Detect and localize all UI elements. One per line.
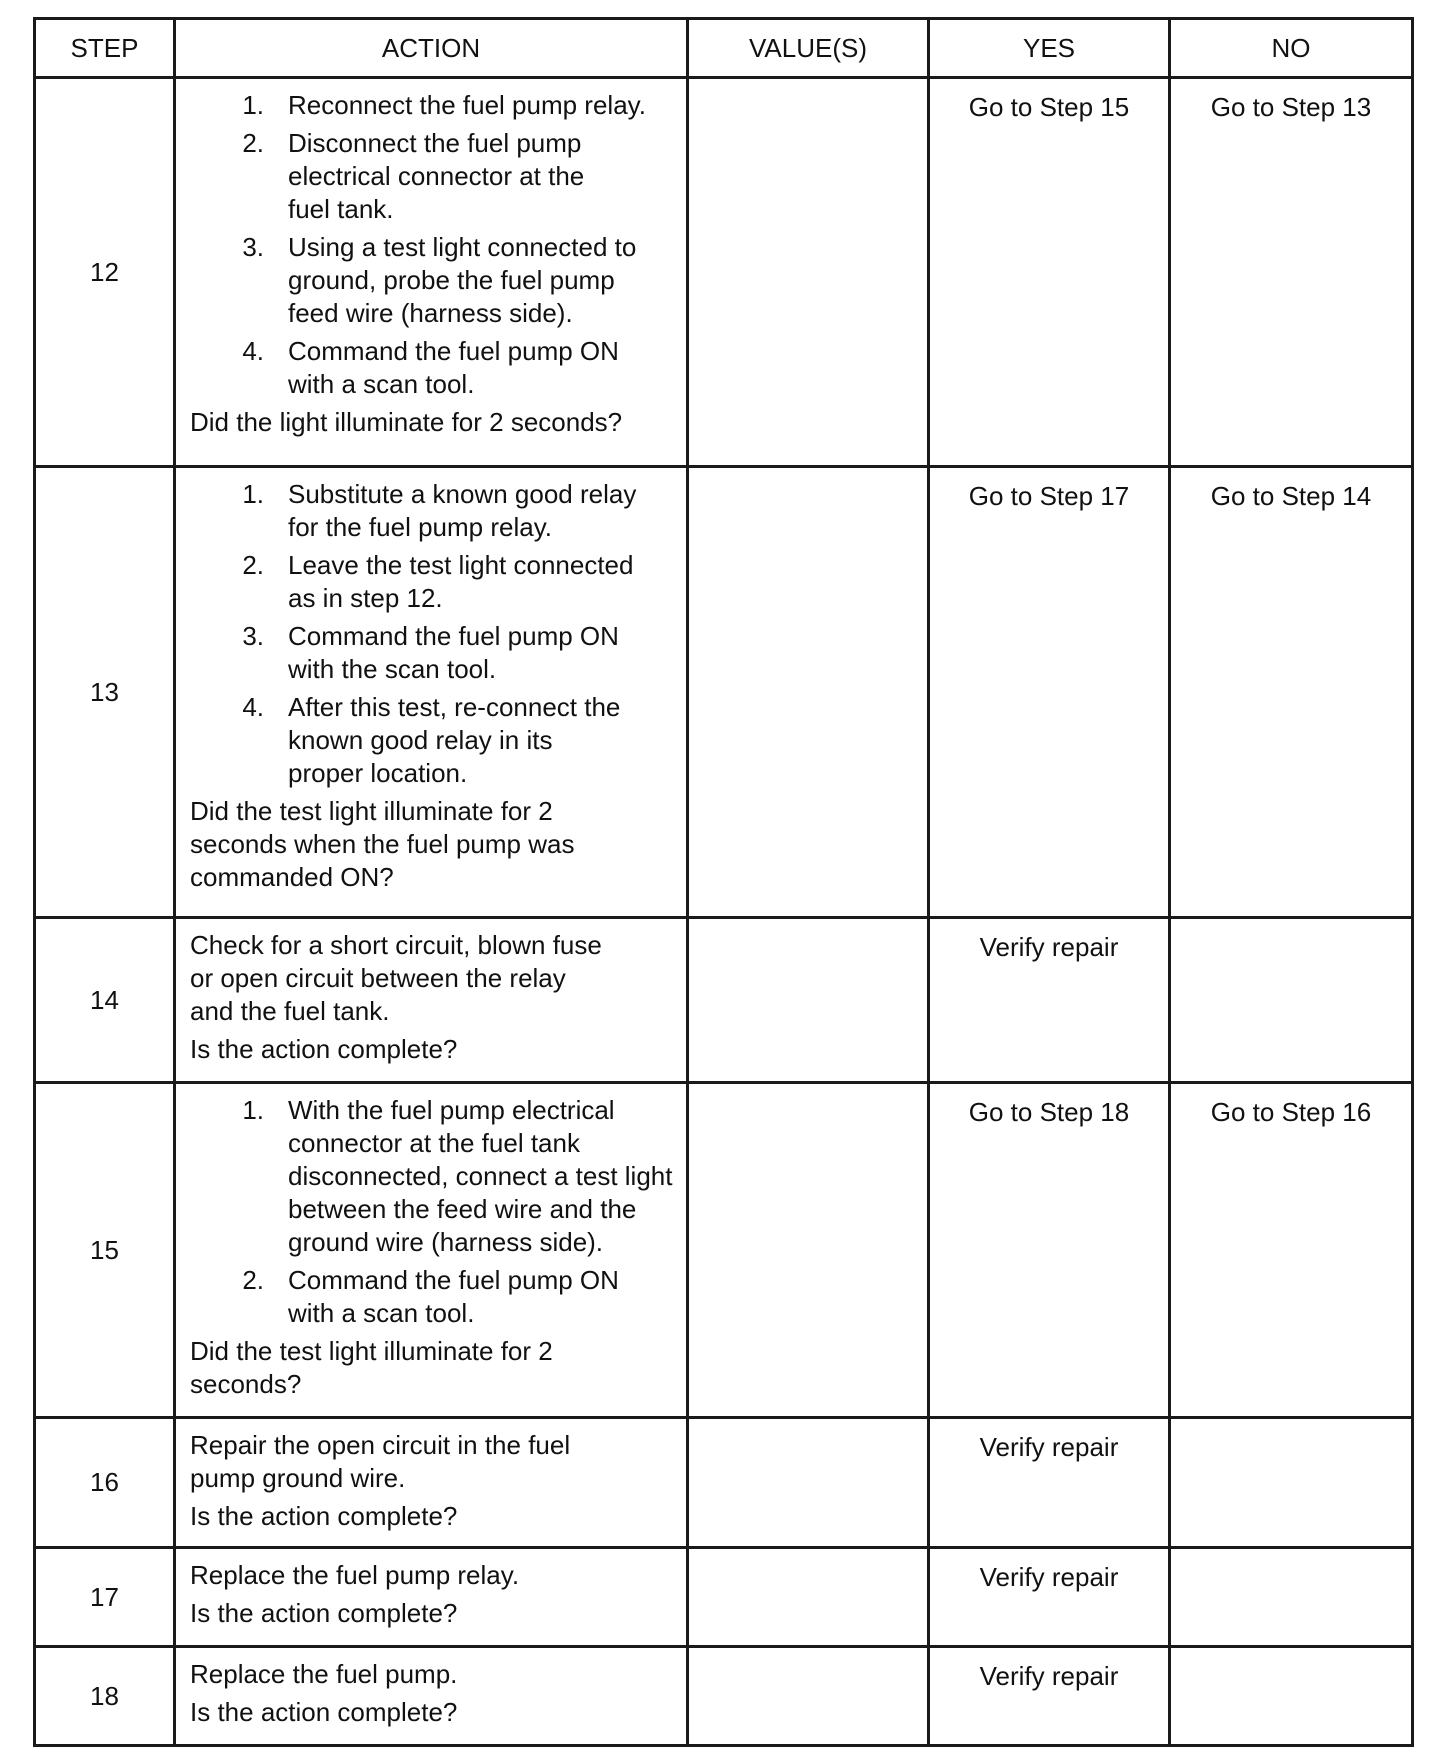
question-text: Is the action complete? [190,1034,458,1064]
table-row [35,467,1413,918]
step-number: 13 [35,467,175,918]
item-number: 1. [242,479,264,509]
step-number: 15 [35,1083,175,1418]
value-cell [688,1418,929,1548]
action-cell [175,78,688,467]
item-text: Command the fuel pump ON with the scan tool. [288,621,619,684]
diagnostic-table [33,17,1414,1747]
header-row [35,19,1413,78]
table-row [35,1083,1413,1418]
item-number: 4. [242,336,264,366]
table-row [35,1418,1413,1548]
yes-cell: Verify repair [929,1418,1170,1548]
item-number: 2. [242,550,264,580]
item-number: 3. [242,232,264,262]
no-cell [1170,1647,1413,1746]
item-text: Leave the test light connected as in step 12. [288,550,634,613]
no-cell [1170,1418,1413,1548]
no-cell [1170,1548,1413,1647]
yes-cell: Verify repair [929,918,1170,1083]
action-cell [175,467,688,918]
no-cell: Go to Step 16 [1170,1083,1413,1418]
action-cell [175,1548,688,1647]
step-number: 18 [35,1647,175,1746]
item-text: Using a test light connected to ground, probe the fuel pump feed wire (harness side). [288,232,637,328]
action-cell [175,1418,688,1548]
list-item [190,691,676,790]
value-cell [688,78,929,467]
item-number: 1. [242,90,264,120]
step-header: STEP [35,19,175,78]
step-number: 14 [35,918,175,1083]
action-cell [175,918,688,1083]
step-number: 12 [35,78,175,467]
yes-header: YES [929,19,1170,78]
question-text: Did the test light illuminate for 2 seconds when the fuel pump was commanded ON? [190,796,575,892]
list-item [190,127,676,226]
item-text: Command the fuel pump ON with a scan tool. [288,336,619,399]
value-cell [688,467,929,918]
item-number: 3. [242,621,264,651]
action-steps [190,478,676,790]
yes-cell: Go to Step 15 [929,78,1170,467]
list-item [190,1264,676,1330]
action-cell [175,1647,688,1746]
list-item [190,1094,676,1259]
list-item [190,89,676,122]
action-steps [190,89,676,401]
value-cell [688,1548,929,1647]
values-header: VALUE(S) [688,19,929,78]
list-item [190,335,676,401]
item-number: 2. [242,1265,264,1295]
item-number: 4. [242,692,264,722]
yes-cell: Go to Step 17 [929,467,1170,918]
item-text: Reconnect the fuel pump relay. [288,90,646,120]
step-number: 16 [35,1418,175,1548]
item-number: 2. [242,128,264,158]
table-row [35,918,1413,1083]
item-text: After this test, re-connect the known good relay in its proper location. [288,692,621,788]
no-cell [1170,918,1413,1083]
action-text: Replace the fuel pump. [190,1659,458,1689]
question-text: Did the test light illuminate for 2 seconds? [190,1336,553,1399]
action-cell [175,1083,688,1418]
yes-cell: Verify repair [929,1647,1170,1746]
action-steps [190,1094,676,1330]
table-row [35,1548,1413,1647]
question-text: Is the action complete? [190,1697,458,1727]
step-number: 17 [35,1548,175,1647]
action-text: Repair the open circuit in the fuel pump ground wire. [190,1430,571,1493]
item-text: Disconnect the fuel pump electrical connector at the fuel tank. [288,128,585,224]
value-cell [688,1083,929,1418]
list-item [190,478,676,544]
table-row [35,1647,1413,1746]
no-header: NO [1170,19,1413,78]
no-cell: Go to Step 14 [1170,467,1413,918]
question-text: Did the light illuminate for 2 seconds? [190,407,623,437]
question-text: Is the action complete? [190,1598,458,1628]
question-text: Is the action complete? [190,1501,458,1531]
item-text: With the fuel pump electrical connector at the fuel tank disconnected, connect a test light between the feed wire and the ground wire (harness side). [288,1095,673,1257]
list-item [190,549,676,615]
yes-cell: Verify repair [929,1548,1170,1647]
no-cell: Go to Step 13 [1170,78,1413,467]
table-row [35,78,1413,467]
value-cell [688,1647,929,1746]
list-item [190,231,676,330]
value-cell [688,918,929,1083]
action-text: Check for a short circuit, blown fuse or open circuit between the relay and the fuel tank. [190,930,602,1026]
item-text: Substitute a known good relay for the fuel pump relay. [288,479,637,542]
list-item [190,620,676,686]
action-header: ACTION [175,19,688,78]
item-number: 1. [242,1095,264,1125]
item-text: Command the fuel pump ON with a scan tool. [288,1265,619,1328]
yes-cell: Go to Step 18 [929,1083,1170,1418]
action-text: Replace the fuel pump relay. [190,1560,520,1590]
